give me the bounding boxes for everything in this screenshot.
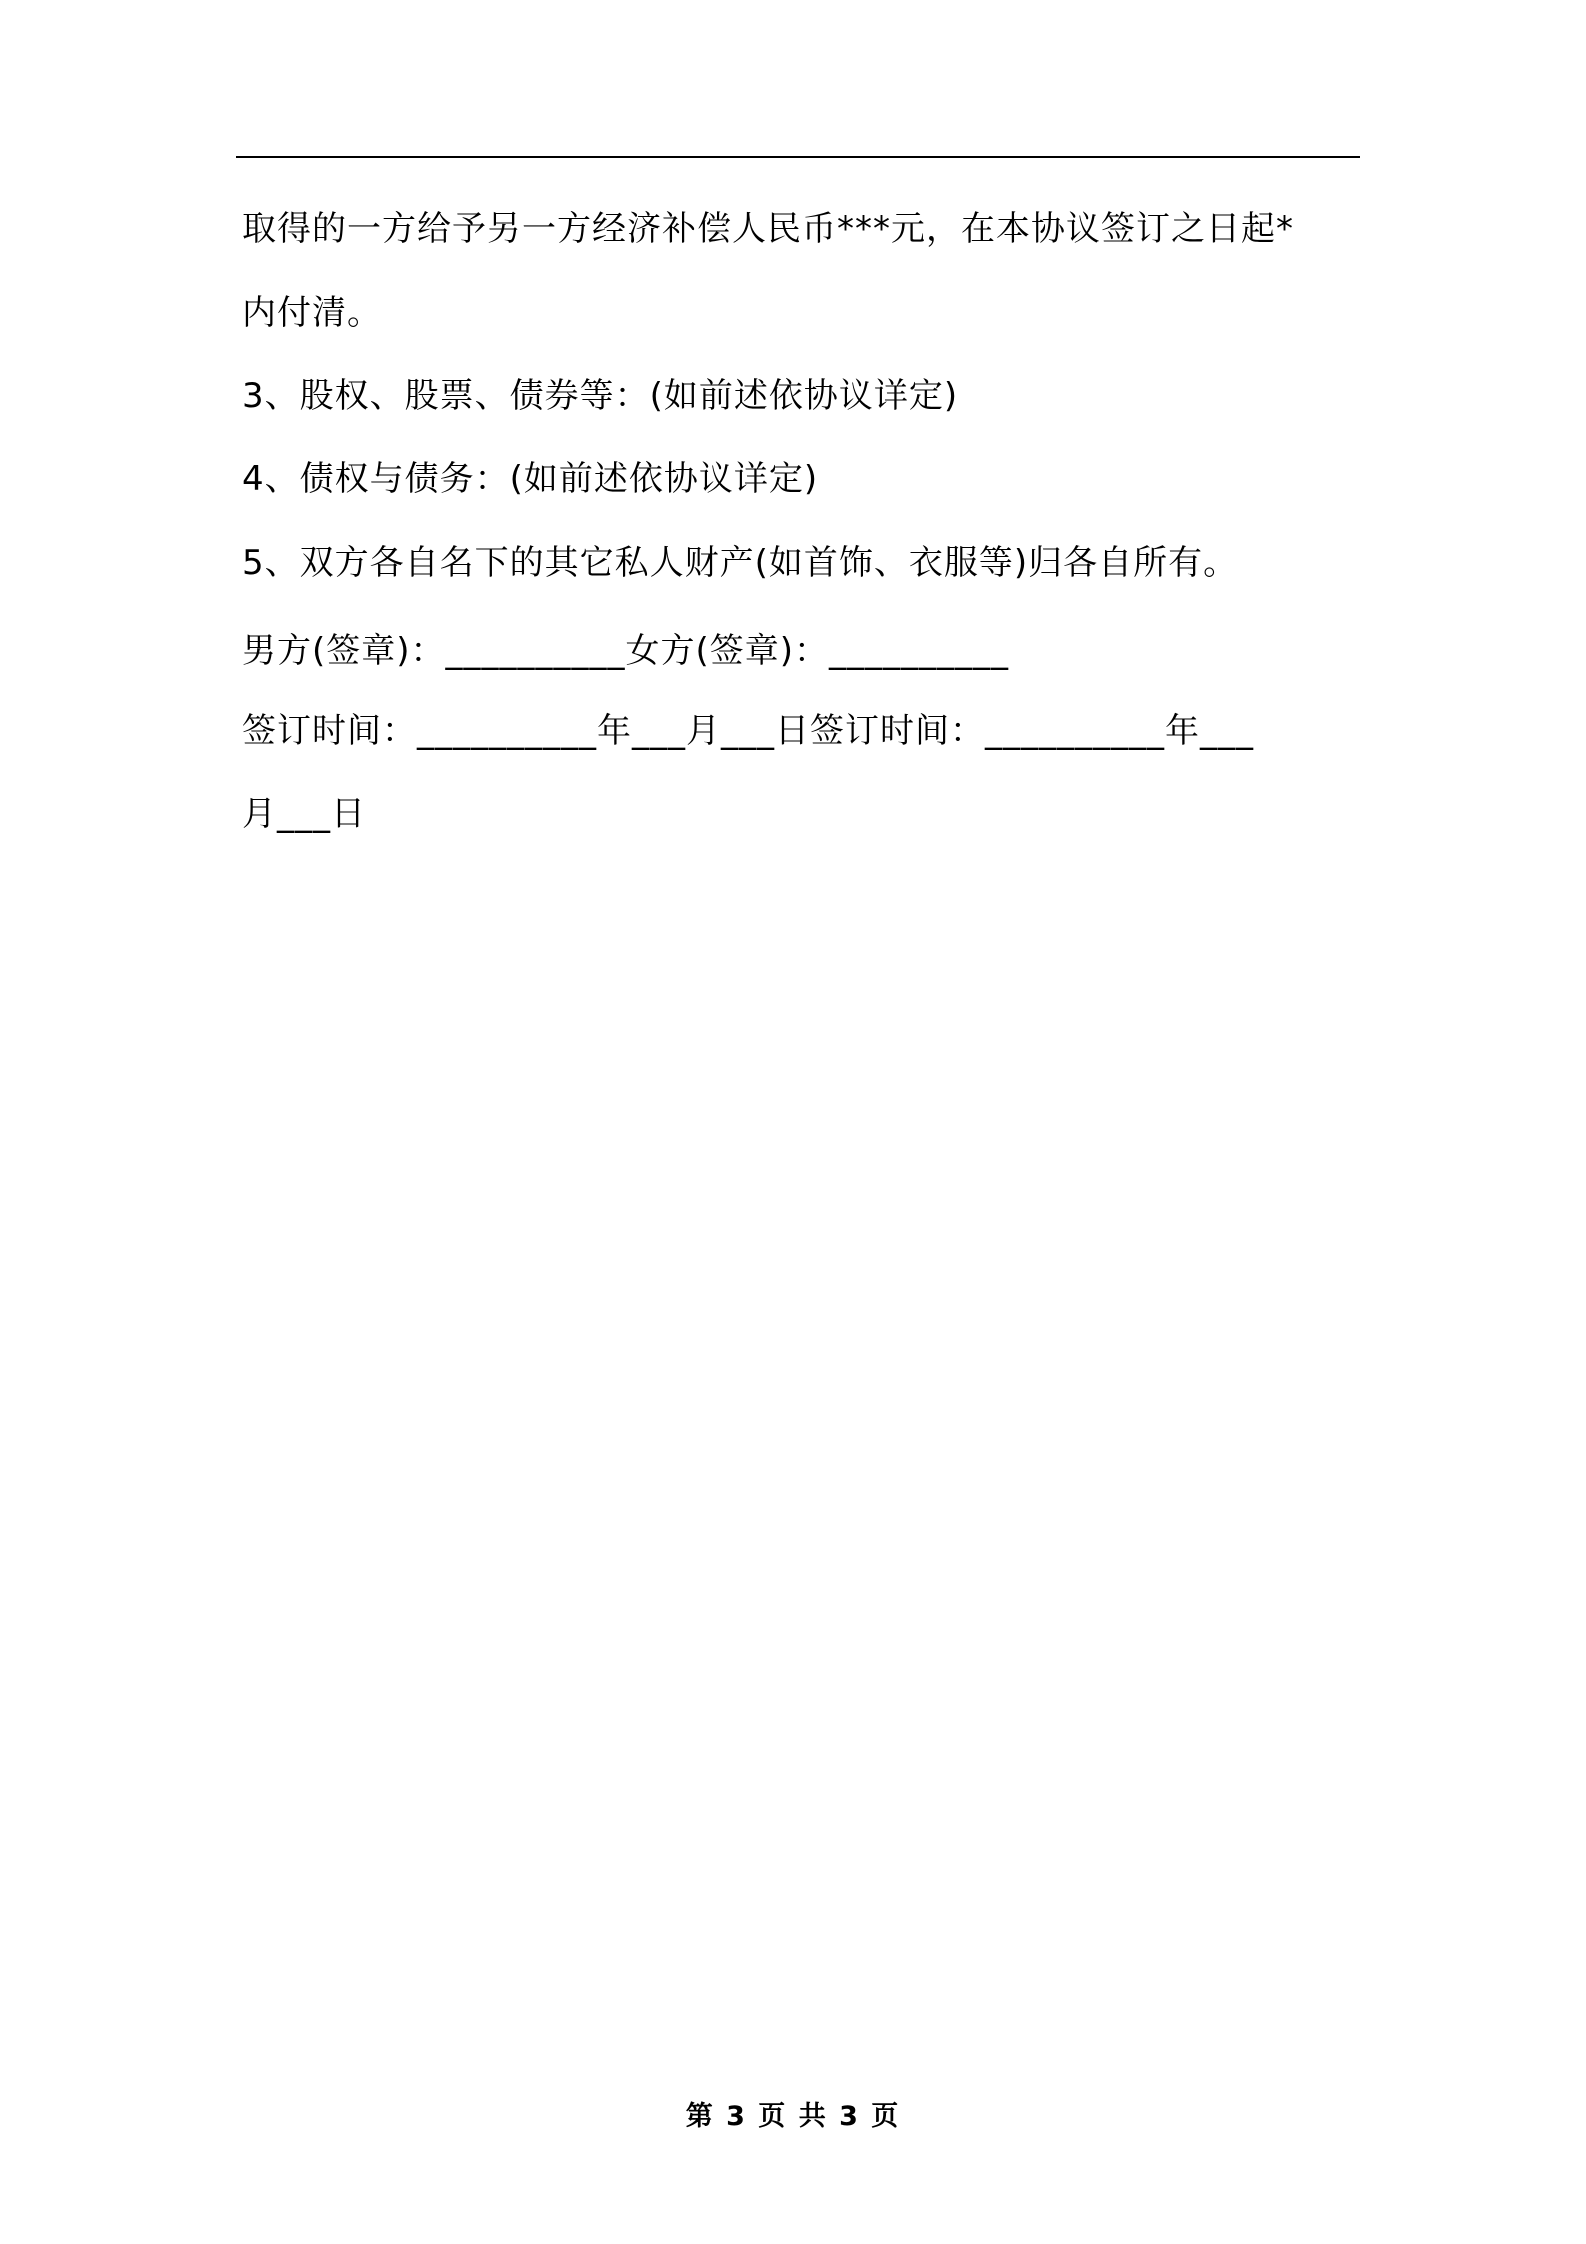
signature-line: 男方(签章)：__________女方(签章)：__________ — [242, 631, 1010, 671]
clause-5-personal-property: 5、双方各自名下的其它私人财产(如首饰、衣服等)归各自所有。 — [242, 543, 1239, 583]
paragraph-compensation-line1: 取得的一方给予另一方经济补偿人民币***元，在本协议签订之日起* — [242, 209, 1294, 249]
signing-date-line1: 签订时间：__________年___月___日签订时间：__________年___ — [242, 711, 1254, 751]
header-rule — [236, 156, 1360, 158]
signing-date-line2: 月___日 — [242, 794, 366, 834]
page-number: 第 3 页 共 3 页 — [685, 2101, 901, 2132]
clause-4-debts: 4、债权与债务：(如前述依协议详定) — [242, 459, 819, 499]
clause-3-equity: 3、股权、股票、债券等：(如前述依协议详定) — [242, 376, 959, 416]
paragraph-compensation-line2: 内付清。 — [242, 293, 382, 333]
